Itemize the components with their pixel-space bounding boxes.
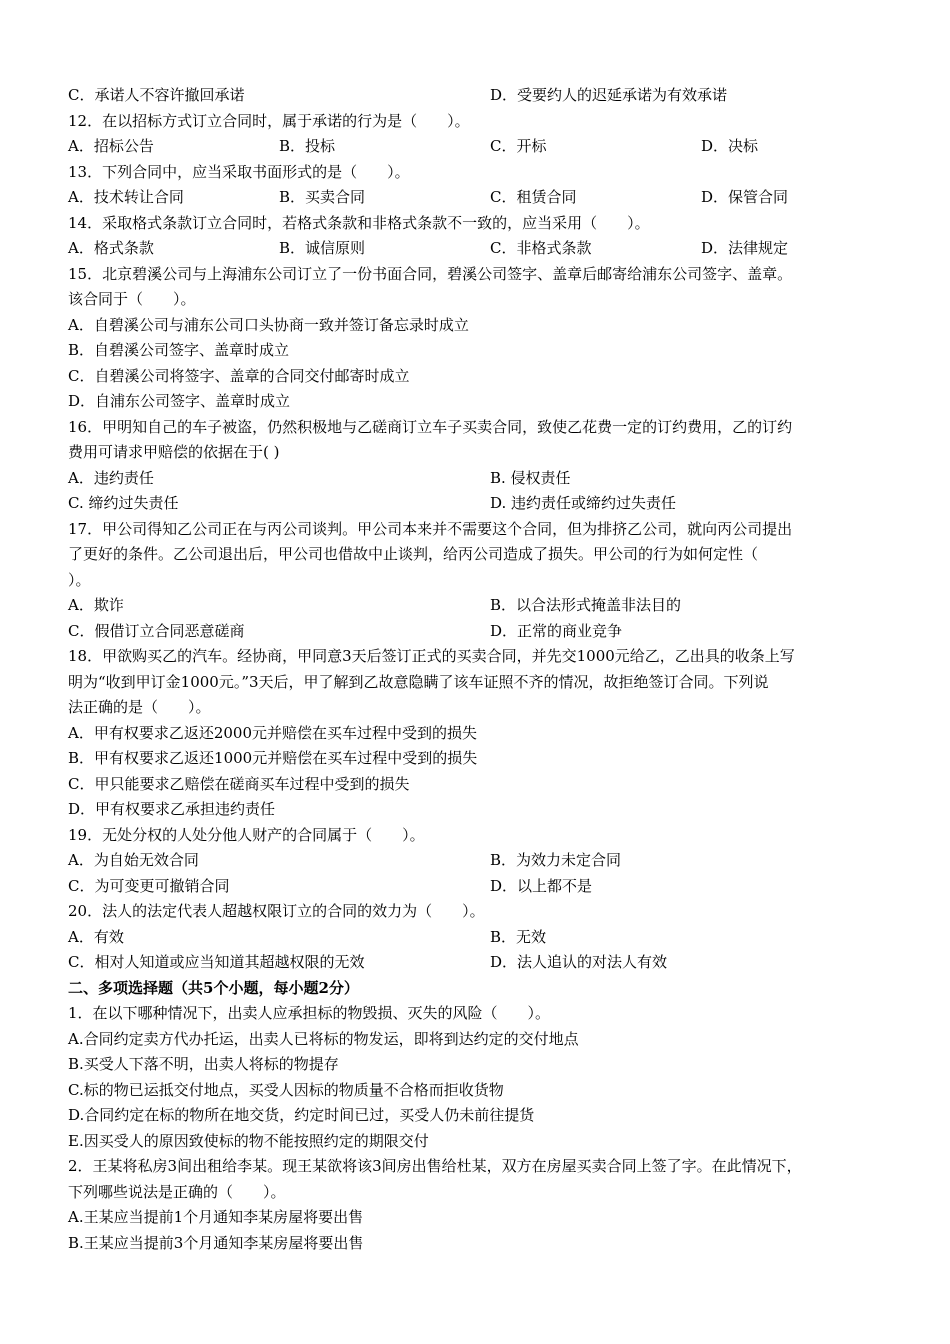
- option-row: [68, 83, 883, 109]
- option-text: C．开标: [490, 137, 547, 155]
- option-text: D. 违约责任或缔约过失责任: [490, 494, 677, 512]
- text-line: A.合同约定卖方代办托运，出卖人已将标的物发运，即将到达约定的交付地点: [68, 1029, 579, 1048]
- text-line: D．自浦东公司签字、盖章时成立: [68, 392, 291, 410]
- text-line: 13．下列合同中，应当采取书面形式的是（ ）。: [68, 162, 410, 181]
- option-text: B．无效: [490, 927, 547, 946]
- option-text: B. 侵权责任: [490, 468, 571, 487]
- text-line: 该合同于（ ）。: [68, 290, 196, 308]
- text-line: 20．法人的法定代表人超越权限订立的合同的效力为（ ）。: [68, 902, 485, 920]
- option-text: A．欺诈: [68, 596, 124, 614]
- text-line: C.标的物已运抵交付地点，买受人因标的物质量不合格而拒收货物: [68, 1080, 504, 1099]
- option-text: D．决标: [701, 137, 759, 155]
- text-line: A．自碧溪公司与浦东公司口头协商一致并签订备忘录时成立: [68, 315, 469, 334]
- text-line: 14．采取格式条款订立合同时，若格式条款和非格式条款不一致的，应当采用（ ）。: [68, 213, 650, 232]
- option-text: C. 缔约过失责任: [68, 494, 179, 512]
- text-line: 19．无处分权的人处分他人财产的合同属于（ ）。: [68, 825, 425, 844]
- text-line: 法正确的是（ ）。: [68, 698, 211, 716]
- text-line: D．甲有权要求乙承担违约责任: [68, 800, 276, 818]
- option-text: B．以合法形式掩盖非法目的: [490, 596, 682, 614]
- option-text: D．法人追认的对法人有效: [490, 953, 668, 971]
- option-text: D．正常的商业竞争: [490, 621, 623, 640]
- text-line: 16．甲明知自己的车子被盗，仍然积极地与乙磋商订立车子买卖合同，致使乙花费一定的订约费用，乙的订约: [68, 417, 793, 436]
- option-row: [68, 619, 883, 645]
- text-line: D.合同约定在标的物所在地交货，约定时间已过，买受人仍未前往提货: [68, 1106, 535, 1124]
- option-text: C．为可变更可撤销合同: [68, 876, 230, 895]
- text-line: 2．王某将私房3间出租给李某。现王某欲将该3间房出售给杜某，双方在房屋买卖合同上签了字。在此情况下，: [68, 1157, 802, 1175]
- option-row: [68, 925, 883, 951]
- text-line: B.王某应当提前3个月通知李某房屋将要出售: [68, 1233, 364, 1252]
- option-row: [68, 848, 883, 874]
- option-text: D．法律规定: [701, 239, 789, 257]
- text-line: A．甲有权要求乙返还2000元并赔偿在买车过程中受到的损失: [68, 723, 478, 742]
- text-line: 18．甲欲购买乙的汽车。经协商，甲同意3天后签订正式的买卖合同，并先交1000元给乙，乙出具的收条上写: [68, 647, 795, 665]
- option-row: [68, 874, 883, 900]
- option-row: [68, 134, 883, 160]
- option-text: B．为效力未定合同: [490, 851, 622, 869]
- text-line: B．甲有权要求乙返还1000元并赔偿在买车过程中受到的损失: [68, 749, 478, 767]
- option-row: [68, 185, 883, 211]
- option-text: A．招标公告: [68, 137, 154, 155]
- text-line: 明为“收到甲订金1000元。”3天后，甲了解到乙故意隐瞒了该车证照不齐的情况，故拒绝签订合同。下列说: [68, 672, 769, 691]
- option-text: D．受要约人的迟延承诺为有效承诺: [490, 86, 728, 104]
- text-line: B．自碧溪公司签字、盖章时成立: [68, 341, 290, 359]
- text-line: 15．北京碧溪公司与上海浦东公司订立了一份书面合同，碧溪公司签字、盖章后邮寄给浦东公司签字、盖章。: [68, 264, 793, 283]
- option-text: C．租赁合同: [490, 188, 577, 206]
- option-text: A．有效: [68, 927, 124, 946]
- option-text: C．承诺人不容许撤回承诺: [68, 86, 245, 104]
- text-line: 17．甲公司得知乙公司正在与丙公司谈判。甲公司本来并不需要这个合同，但为排挤乙公司，就向丙公司提出: [68, 519, 793, 538]
- option-row: [68, 491, 883, 517]
- text-line: ）。: [68, 570, 91, 589]
- option-text: A．技术转让合同: [68, 188, 184, 206]
- text-line: C．自碧溪公司将签字、盖章的合同交付邮寄时成立: [68, 366, 410, 385]
- text-line: C．甲只能要求乙赔偿在磋商买车过程中受到的损失: [68, 774, 410, 793]
- text-line: E.因买受人的原因致使标的物不能按照约定的期限交付: [68, 1131, 429, 1150]
- option-row: [68, 950, 883, 976]
- text-line: 了更好的条件。乙公司退出后，甲公司也借故中止谈判，给丙公司造成了损失。甲公司的行为如何定性（: [68, 545, 759, 563]
- option-text: B．买卖合同: [279, 188, 366, 206]
- option-text: A．格式条款: [68, 239, 154, 257]
- section-heading: 二、多项选择题（共5个小题，每小题2分）: [68, 978, 359, 997]
- option-text: B．投标: [279, 137, 336, 155]
- option-row: [68, 593, 883, 619]
- option-text: C．相对人知道或应当知道其超越权限的无效: [68, 953, 365, 971]
- option-text: B．诚信原则: [279, 239, 366, 257]
- option-text: C．非格式条款: [490, 239, 592, 257]
- option-text: D．保管合同: [701, 188, 789, 206]
- option-text: C．假借订立合同恶意磋商: [68, 621, 245, 640]
- text-line: 12．在以招标方式订立合同时，属于承诺的行为是（ ）。: [68, 111, 470, 130]
- text-line: 下列哪些说法是正确的（ ）。: [68, 1182, 286, 1201]
- text-line: B.买受人下落不明，出卖人将标的物提存: [68, 1055, 339, 1073]
- option-row: [68, 236, 883, 262]
- document-page: [68, 83, 883, 1256]
- option-text: D．以上都不是: [490, 876, 593, 895]
- option-text: A．为自始无效合同: [68, 851, 199, 869]
- text-line: 费用可请求甲赔偿的依据在于( ): [68, 443, 280, 461]
- text-line: 1．在以下哪种情况下，出卖人应承担标的物毁损、灭失的风险（ ）。: [68, 1004, 551, 1022]
- option-row: [68, 466, 883, 492]
- text-line: A.王某应当提前1个月通知李某房屋将要出售: [68, 1208, 364, 1226]
- option-text: A．违约责任: [68, 468, 154, 487]
